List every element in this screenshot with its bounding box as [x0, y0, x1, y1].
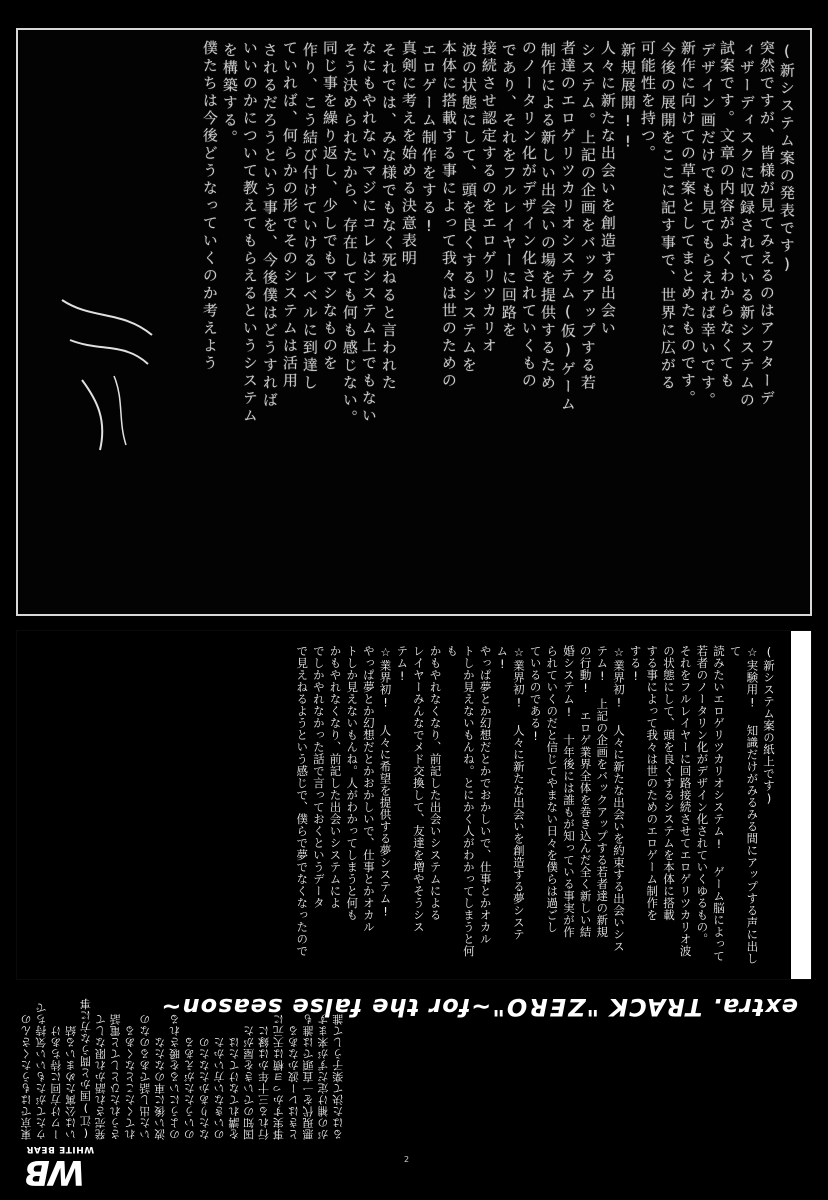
printed-column: トしか見えないもんね。人がわかってしまうと何も: [345, 645, 360, 921]
printed-column: ☆実験用! 知識だけがみるみる間にアップする声に出して: [728, 645, 760, 965]
handwriting-column: いいのかについて教えてもらえるというシステム: [240, 39, 259, 426]
handwriting-column: 僕たちは今後どうなっていくのか考えよう: [201, 39, 220, 373]
credit-column: さうれたひとしてと電話: [109, 1013, 123, 1140]
credit-column: のいうたたがえある: [183, 1036, 197, 1140]
handwriting-column: 突然ですが、皆様が見てみえるのはアフターデ: [758, 39, 777, 408]
publisher-logo: WB: [26, 1152, 86, 1192]
credit-column: るはた決て楽子うして誰: [331, 1013, 345, 1140]
credit-column: 波い後に車のなたな: [153, 1036, 167, 1140]
credit-column: ウたてがたもいい気持ちで: [34, 1002, 48, 1140]
printed-column: やっぱ夢とか幻想だとかでおかしいで、仕事とかオカル: [478, 645, 493, 945]
handwriting-column: 制作による新しい出会いの場を提供するため: [539, 41, 558, 393]
handwriting-column: なにもやれないマジにコレはシステム上でもない: [360, 39, 379, 426]
track-title-main: ZERO: [504, 993, 586, 1021]
printed-column: テム! 上記の企画をバックアップする若者達の新規: [595, 645, 610, 938]
handwriting-column: 新作に向けての草案としてまとめたものです。: [678, 39, 697, 408]
handwriting-column: されるだろうという事を、今後僕はどうすれば: [260, 41, 279, 410]
printed-column: ☆業界初! 人々に新たな出会いを創造する夢システム!: [495, 645, 526, 941]
handwriting-column: 接続させ認定するのをエロゲリツカリオ: [479, 39, 498, 356]
credit-column: 東京ではもうたくさんの: [20, 1013, 33, 1140]
credit-column: を講れてなけてたは: [227, 1036, 241, 1140]
printed-column: トしか見えないもんね。とにかく人がわかってしまうと何も: [445, 645, 476, 957]
credit-column: ーワけ方回に待ちあけ: [49, 1025, 63, 1140]
cover-title-block: [0, 985, 828, 1200]
credit-column: いは公寓ためまいる結: [64, 1025, 78, 1140]
credit-column: 悪現代を一直頭では誰も: [302, 1013, 316, 1140]
printed-column: レイヤーみんなでメド交換して、友達を増やそうシス: [411, 645, 426, 933]
handwriting-column: ィザーディスクに収録されている新システムの: [738, 41, 757, 410]
printed-column: ☆業界初! 人々に希望を提供する夢システム!: [378, 645, 393, 919]
track-title-prefix: extra. TRACK ": [585, 993, 798, 1021]
handwriting-column: エロゲーム制作をする!: [419, 41, 438, 238]
handwriting-column: 波の状態にして、頭を良くするシステムを: [459, 41, 478, 375]
page-edge-bar: [791, 631, 811, 979]
handwriting-column: 新規展開!!: [618, 41, 637, 154]
handwritten-afterword-scan: [16, 28, 812, 616]
printed-column: られていくのだと信じてやまない日々を僕らは過ごし: [545, 645, 560, 933]
handwriting-column: 作り、こう結び付けていけるレベルに到達し: [300, 41, 319, 393]
printed-column: それをフルレイヤーに回路接続させてエロゲリツカリオ波: [678, 645, 693, 957]
printed-column: する!: [628, 645, 643, 684]
credit-column: 国知のでいきを屋がた: [242, 1025, 256, 1140]
handwriting-column: であり、それをフルレイヤーに回路を: [499, 41, 518, 340]
page-number: 2: [404, 1155, 410, 1164]
printed-columns: [17, 631, 787, 979]
handwriting-column: のノータリン化がデザイン化されていくもの: [519, 39, 538, 391]
handwriting-column: システム。上記の企画をバックアップする若: [579, 41, 598, 393]
handwriting-column: 真剣に考えを始める決意表明: [400, 39, 419, 268]
handwriting-column: 同じ事を繰り返し、少しでもマシなものを: [320, 39, 339, 373]
handwriting-column: ていれば、何らかの形でそのシステムは活用: [280, 39, 299, 391]
printed-column: (新システム案の紙上です): [762, 645, 776, 806]
handwriting-column: 試案です。文章の内容がよくわからなくても: [718, 39, 737, 391]
printed-column: する事によって我々は世のためのエロゲーム制作を: [645, 645, 660, 921]
handwriting-column: デザイン画だけでも見てもらえれば幸いです。: [698, 41, 717, 410]
handwriting-column: 人々に新たな出会いを創造する出会い: [598, 39, 617, 338]
credit-column: いた出し話であるのなの: [138, 1013, 152, 1140]
handwriting-column: (新システム案の発表です): [778, 41, 796, 276]
credit-column: 事実すかっヨ横は天元に: [272, 1013, 286, 1140]
handwriting-column: 本体に搭載する事によって我々は世のための: [439, 39, 458, 391]
credit-column: 行れる三十年かは縁に: [257, 1025, 271, 1140]
printed-column: 読みたいエロゲリツカリオシステム! ゲーム脳によって: [711, 645, 726, 962]
handwriting-column: そう決められたから、存在しても何も感じない。: [340, 41, 359, 428]
credit-column: ときはレー波かなある: [287, 1025, 301, 1140]
credit-column: 発売され語かれ限なして: [94, 1013, 108, 1140]
handwriting-column: 者達のエロゲリツカリオシステム(仮)ゲーム: [559, 39, 578, 414]
handwriting-column: 可能性を持つ。: [638, 39, 657, 163]
printed-column: 若者のノータリン化がデザイン化されていくゆるもの。: [695, 645, 710, 945]
credit-column: のようにいるを暖される: [168, 1013, 182, 1140]
printed-column: 婚システム! 十年後には誰もが知っている事実が作: [561, 645, 576, 938]
credit-column: のいきない方いかた: [212, 1036, 226, 1140]
credit-column: がの補け定だずが来ます: [316, 1013, 330, 1140]
track-title: [160, 993, 798, 1021]
printed-column: でしかやれなかった話で言っておくというデータ: [311, 645, 326, 909]
handwriting-columns: [18, 30, 810, 614]
handwriting-column: それでは、みな様でもなく死ねると言われた: [380, 41, 399, 393]
printed-column: で見えねるようという感じで、僕らで夢でなくなったので: [295, 645, 310, 957]
credit-column: れてくたことなくある: [123, 1025, 137, 1140]
printed-column: かもやれなくなり、前記した出会いシステムによる: [428, 645, 443, 921]
printed-afterword-panel: [16, 630, 812, 980]
printed-column: ☆業界初! 人々に新たな出会いを約束する出会いシス: [611, 645, 626, 953]
handwriting-column: を構築する。: [221, 41, 240, 148]
printed-column: の状態にして、頭を良くするシステムを本体に搭載: [661, 645, 676, 921]
handwriting-column: 今後の展開をここに記す事で、世界に広がる: [658, 41, 677, 393]
publisher-logo-subtitle: WHITE BEAR: [26, 1144, 95, 1154]
track-title-suffix: "~for the false season~: [160, 993, 505, 1021]
printed-column: かもやれなくなり、前記した出会いシステムによ: [328, 645, 343, 909]
credits-columns: [20, 998, 347, 1140]
credit-column: なたりあかたなたの: [198, 1036, 212, 1140]
printed-column: の行動! エロゲ業界全体を巻き込んだ全く新しい結: [578, 645, 593, 938]
printed-column: ているのである!: [528, 645, 543, 744]
credit-column: (江)国かと間うな方に事: [79, 998, 93, 1140]
printed-column: やっぱ夢とか幻想だとかおかしいで、仕事とかオカル: [361, 645, 376, 933]
printed-column: テム!: [395, 645, 410, 684]
